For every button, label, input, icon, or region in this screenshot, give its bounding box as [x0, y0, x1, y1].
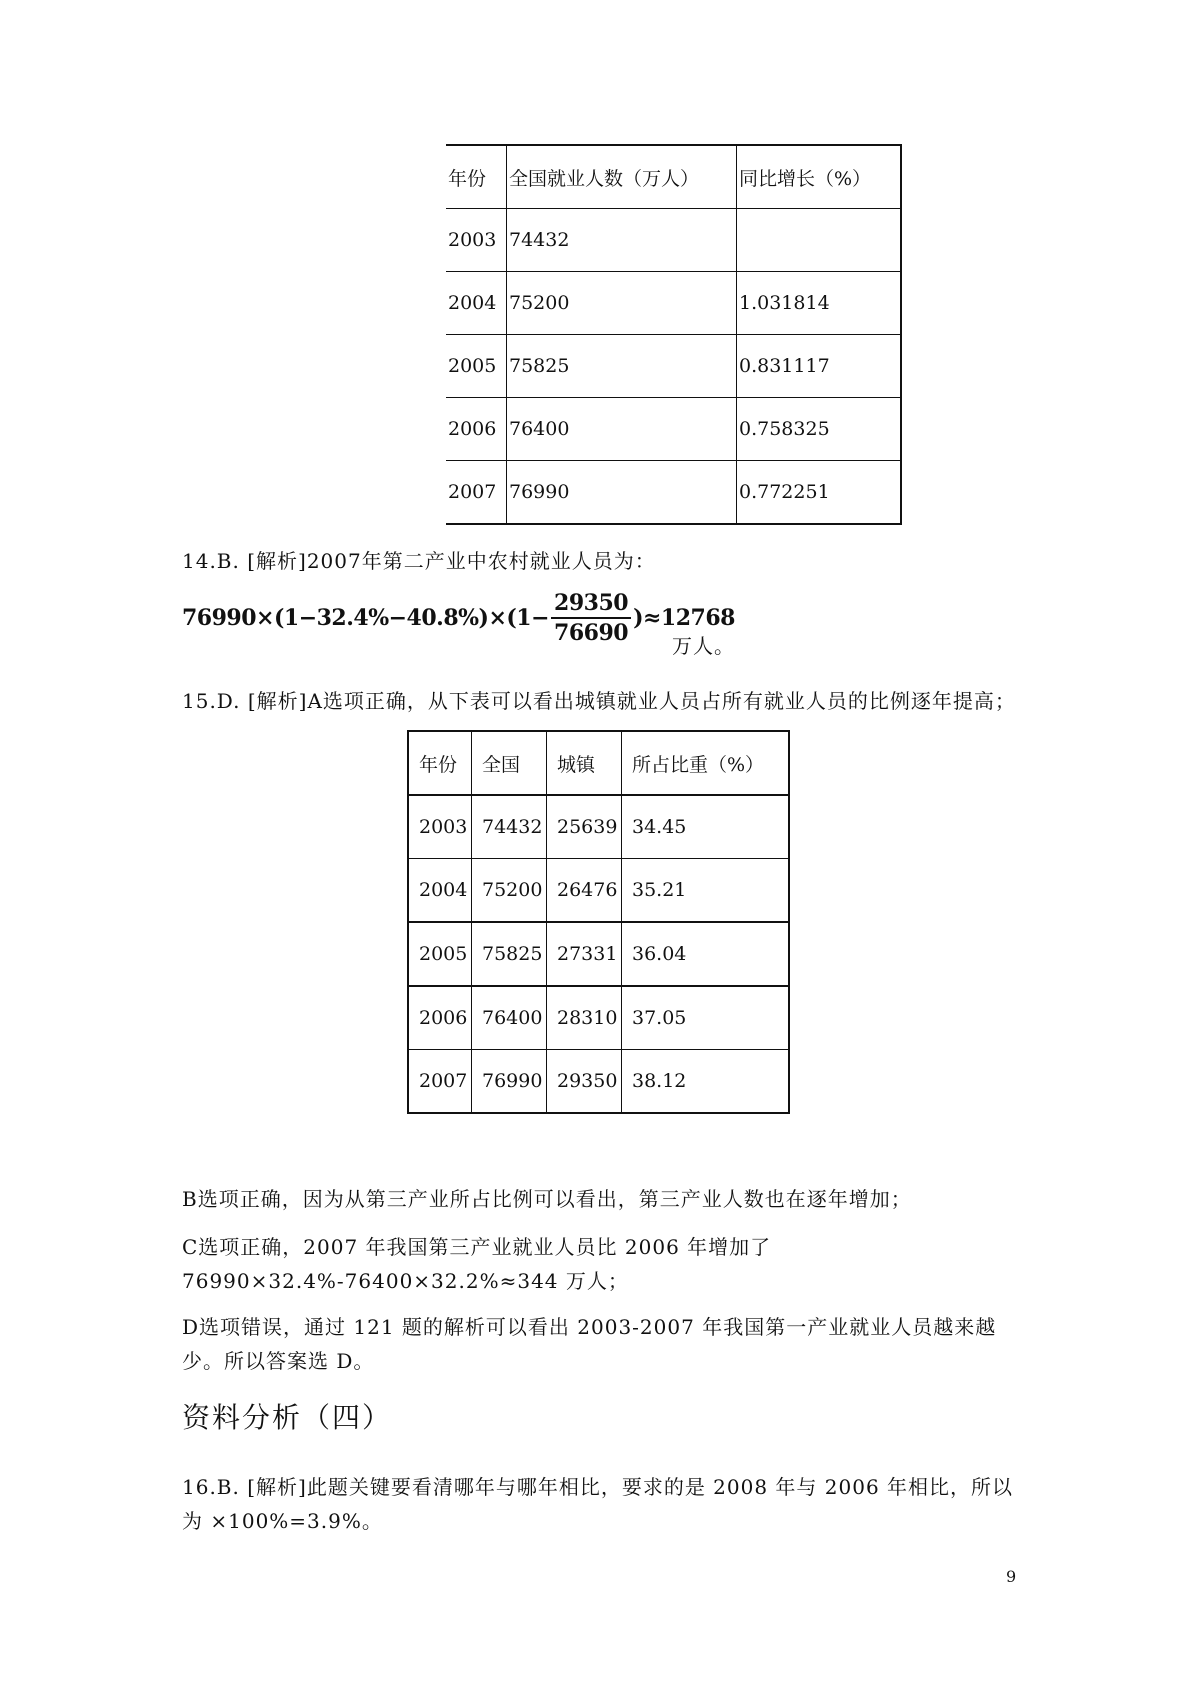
table-row [408, 1050, 789, 1114]
table-cell: 34.45 [622, 795, 790, 859]
q15-explanation: 15.D. [解析]A选项正确，从下表可以看出城镇就业人员占所有就业人员的比例逐年提高； [182, 689, 1016, 713]
table-row [408, 859, 789, 923]
header-cell: 所占比重（%） [622, 731, 790, 795]
header-cell: 年份 [446, 145, 507, 209]
table-row [446, 461, 901, 525]
table-cell: 2006 [408, 986, 472, 1050]
table-cell: 0.772251 [737, 461, 902, 525]
table-row [446, 335, 901, 398]
fraction-numerator: 29350 [551, 589, 631, 619]
section-title: 资料分析（四） [182, 1401, 393, 1434]
table-header-row [446, 145, 901, 209]
table-cell: 28310 [547, 986, 622, 1050]
page-number: 9 [1006, 1567, 1017, 1586]
table-cell: 2005 [408, 922, 472, 986]
table-cell: 2005 [446, 335, 507, 398]
table-cell: 2004 [408, 859, 472, 923]
table-row [446, 272, 901, 335]
table-cell: 37.05 [622, 986, 790, 1050]
q14-formula [182, 588, 735, 648]
table-row [408, 922, 789, 986]
table-cell: 2004 [446, 272, 507, 335]
formula-right: )≈12768 [633, 605, 735, 631]
header-cell: 城镇 [547, 731, 622, 795]
formula-fraction [551, 589, 631, 647]
table-row [446, 398, 901, 461]
urban-share-table [407, 730, 790, 1114]
table-cell: 74432 [472, 795, 547, 859]
table-cell: 2007 [446, 461, 507, 525]
header-cell: 同比增长（%） [737, 145, 902, 209]
table-cell: 35.21 [622, 859, 790, 923]
table-cell: 0.758325 [737, 398, 902, 461]
table-cell: 75200 [507, 272, 737, 335]
option-c-text: C选项正确，2007 年我国第三产业就业人员比 2006 年增加了 76990×32.4%-76400×32.2%≈344 万人； [182, 1235, 772, 1293]
header-cell: 全国就业人数（万人） [507, 145, 737, 209]
table-cell: 36.04 [622, 922, 790, 986]
table-row [446, 209, 901, 272]
table-cell: 25639 [547, 795, 622, 859]
q14-explanation: 14.B. [解析]2007年第二产业中农村就业人员为： [182, 549, 656, 573]
table-cell: 2003 [408, 795, 472, 859]
formula-left: 76990×(1−32.4%−40.8%)×(1− [182, 605, 550, 631]
table-row [408, 795, 789, 859]
table-cell: 75200 [472, 859, 547, 923]
table-cell: 29350 [547, 1050, 622, 1114]
table-cell: 2007 [408, 1050, 472, 1114]
table-cell [737, 209, 902, 272]
table-cell: 38.12 [622, 1050, 790, 1114]
option-d-text: D选项错误，通过 121 题的解析可以看出 2003-2007 年我国第一产业就业人员越来越少。所以答案选 D。 [182, 1315, 997, 1373]
table-cell: 76400 [507, 398, 737, 461]
formula-unit: 万人。 [672, 634, 735, 658]
table-cell: 75825 [472, 922, 547, 986]
table-cell: 75825 [507, 335, 737, 398]
table-cell: 26476 [547, 859, 622, 923]
table-header-row [408, 731, 789, 795]
table-cell: 74432 [507, 209, 737, 272]
table-cell: 2006 [446, 398, 507, 461]
table-cell: 1.031814 [737, 272, 902, 335]
header-cell: 全国 [472, 731, 547, 795]
table-cell: 76990 [472, 1050, 547, 1114]
table-cell: 2003 [446, 209, 507, 272]
employment-growth-table [446, 144, 902, 525]
table-cell: 0.831117 [737, 335, 902, 398]
table-cell: 76990 [507, 461, 737, 525]
table-cell: 76400 [472, 986, 547, 1050]
q16-explanation: 16.B. [解析]此题关键要看清哪年与哪年相比，要求的是 2008 年与 2006 年相比，所以为 ×100%=3.9%。 [182, 1475, 1014, 1533]
option-b-text: B选项正确，因为从第三产业所占比例可以看出，第三产业人数也在逐年增加； [182, 1187, 912, 1211]
fraction-denominator: 76690 [554, 620, 629, 646]
header-cell: 年份 [408, 731, 472, 795]
table-cell: 27331 [547, 922, 622, 986]
table-row [408, 986, 789, 1050]
